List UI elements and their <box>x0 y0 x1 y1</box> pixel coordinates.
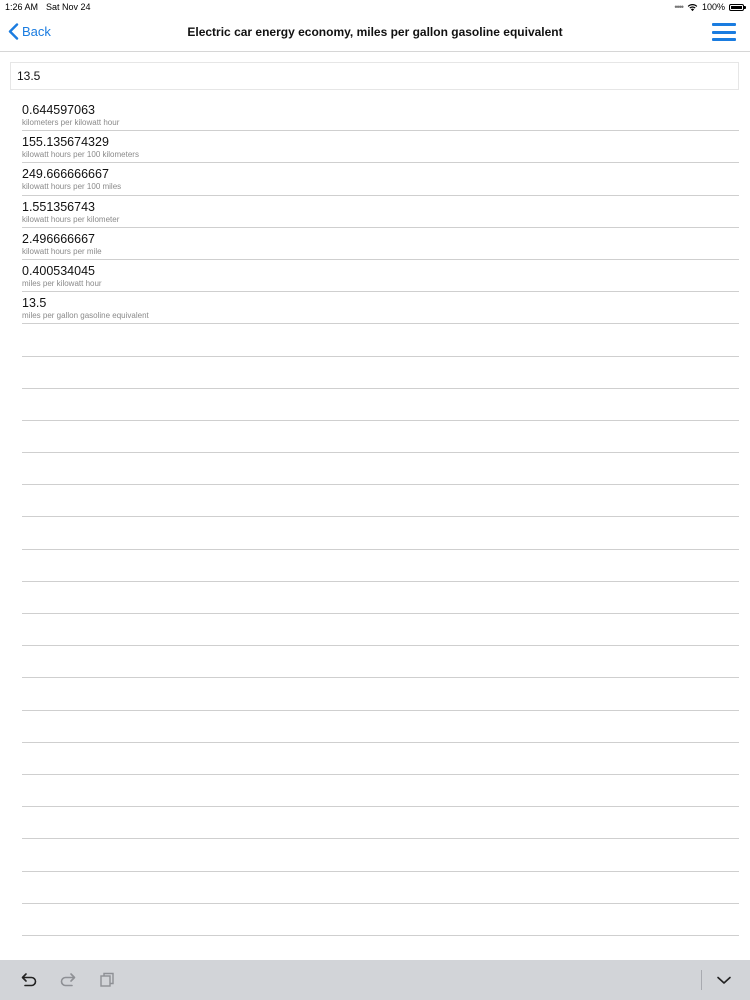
empty-row <box>22 485 739 517</box>
status-indicators <box>674 2 744 12</box>
empty-row <box>22 872 739 904</box>
toolbar-divider <box>701 970 702 990</box>
result-row[interactable] <box>22 99 739 131</box>
empty-row <box>22 904 739 936</box>
empty-row <box>22 678 739 710</box>
empty-row <box>22 614 739 646</box>
result-unit: kilowatt hours per kilometer <box>22 214 120 224</box>
result-value: 0.400534045 <box>22 263 95 278</box>
result-value: 1.551356743 <box>22 199 95 214</box>
result-value: 0.644597063 <box>22 103 95 117</box>
status-bar <box>0 0 750 14</box>
empty-row <box>22 389 739 421</box>
result-unit: miles per kilowatt hour <box>22 278 102 288</box>
result-value: 249.666666667 <box>22 167 109 182</box>
empty-row <box>22 646 739 678</box>
empty-row <box>22 324 739 356</box>
battery-percent: 100% <box>701 2 725 12</box>
value-input[interactable] <box>10 62 739 90</box>
result-unit: kilowatt hours per 100 kilometers <box>22 150 139 160</box>
empty-row <box>22 517 739 549</box>
result-unit: kilowatt hours per mile <box>22 246 102 256</box>
empty-row <box>22 357 739 389</box>
result-unit: kilowatt hours per 100 miles <box>22 182 122 192</box>
result-row[interactable] <box>22 163 739 195</box>
result-value: 155.135674329 <box>22 135 109 150</box>
page-title: Electric car energy economy, miles per gallon gasoline equivalent <box>187 25 563 39</box>
empty-row <box>22 453 739 485</box>
result-value: 13.5 <box>22 296 47 311</box>
battery-icon <box>729 4 744 11</box>
status-time: 1:26 AM <box>5 2 39 12</box>
empty-row <box>22 743 739 775</box>
status-date: Sat Nov 24 <box>46 2 91 12</box>
dismiss-keyboard-icon[interactable] <box>715 971 733 989</box>
empty-row <box>22 421 739 453</box>
redo-icon[interactable] <box>59 971 77 989</box>
signal-dots-icon: •••• <box>674 2 683 12</box>
result-row[interactable] <box>22 131 739 163</box>
empty-row <box>22 550 739 582</box>
hamburger-menu-icon[interactable] <box>712 21 736 43</box>
result-row[interactable] <box>22 292 739 324</box>
result-unit: miles per gallon gasoline equivalent <box>22 311 149 321</box>
undo-icon[interactable] <box>20 971 38 989</box>
empty-row <box>22 775 739 807</box>
keyboard-toolbar <box>0 960 750 1000</box>
result-value: 2.496666667 <box>22 231 95 246</box>
result-row[interactable] <box>22 228 739 260</box>
result-row[interactable] <box>22 196 739 228</box>
navigation-bar <box>0 14 750 52</box>
wifi-icon <box>687 3 698 12</box>
empty-row <box>22 711 739 743</box>
back-label: Back <box>22 24 51 39</box>
empty-row <box>22 839 739 871</box>
empty-row <box>22 582 739 614</box>
results-list <box>22 99 739 936</box>
result-row[interactable] <box>22 260 739 292</box>
paste-icon[interactable] <box>98 971 116 989</box>
empty-row <box>22 807 739 839</box>
result-unit: kilometers per kilowatt hour <box>22 118 120 127</box>
